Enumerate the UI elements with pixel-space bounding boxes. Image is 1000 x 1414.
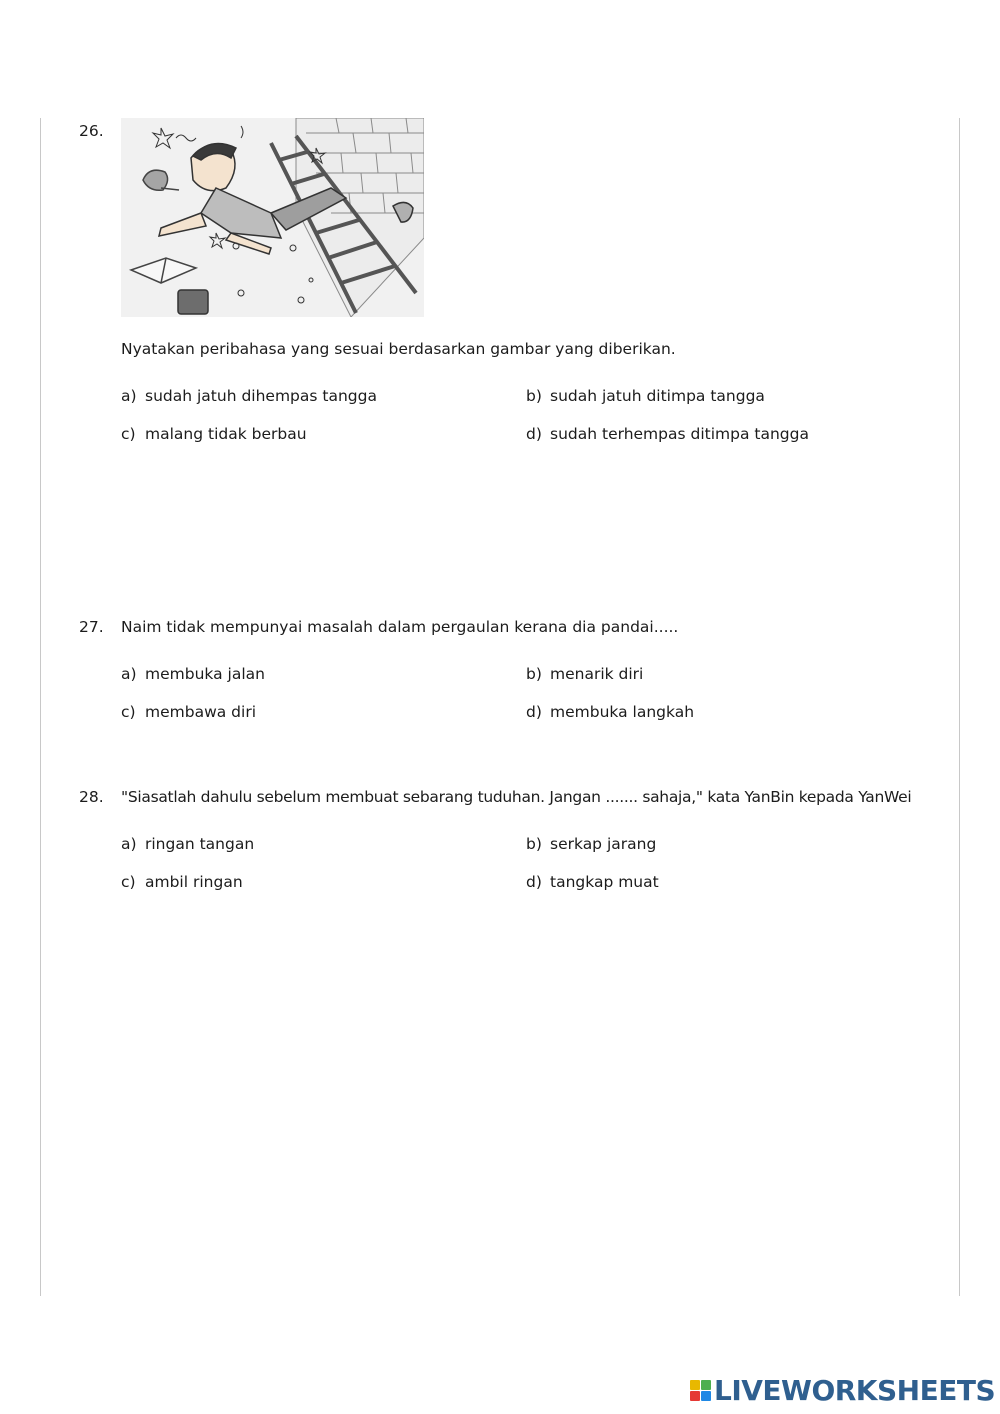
- ladder-fall-illustration: [121, 118, 424, 317]
- question-26-illustration: [121, 118, 424, 317]
- question-28-option-a[interactable]: [121, 835, 254, 853]
- question-28-option-c[interactable]: [121, 873, 243, 891]
- option-text: serkap jarang: [550, 835, 657, 853]
- option-text: sudah jatuh dihempas tangga: [145, 387, 377, 405]
- question-26-option-c[interactable]: [121, 425, 307, 443]
- cap: [143, 170, 179, 190]
- question-26-option-b[interactable]: [526, 387, 765, 405]
- option-letter: b): [526, 835, 542, 853]
- option-letter: b): [526, 387, 542, 405]
- option-text: menarik diri: [550, 665, 644, 683]
- question-28-option-d[interactable]: [526, 873, 659, 891]
- option-letter: c): [121, 703, 136, 721]
- question-27-number: 27.: [79, 618, 104, 636]
- option-text: membuka jalan: [145, 665, 265, 683]
- question-28-number: 28.: [79, 788, 104, 806]
- option-letter: d): [526, 703, 542, 721]
- option-text: membawa diri: [145, 703, 256, 721]
- option-letter: d): [526, 425, 542, 443]
- phone: [178, 290, 208, 314]
- liveworksheets-logo-icon: [690, 1380, 711, 1401]
- option-text: membuka langkah: [550, 703, 695, 721]
- option-letter: c): [121, 425, 136, 443]
- question-27-option-d[interactable]: [526, 703, 694, 721]
- option-text: ambil ringan: [145, 873, 243, 891]
- question-27-option-c[interactable]: [121, 703, 256, 721]
- logo-square-green: [701, 1380, 711, 1390]
- question-26-option-a[interactable]: [121, 387, 377, 405]
- option-letter: a): [121, 387, 137, 405]
- question-27-option-a[interactable]: [121, 665, 265, 683]
- option-letter: c): [121, 873, 136, 891]
- book: [131, 258, 196, 283]
- page-border-right: [959, 118, 960, 1296]
- option-letter: a): [121, 665, 137, 683]
- question-28-option-b[interactable]: [526, 835, 656, 853]
- option-text: malang tidak berbau: [145, 425, 307, 443]
- liveworksheets-logo: [690, 1372, 995, 1408]
- liveworksheets-logo-text: LIVEWORKSHEETS: [714, 1373, 996, 1407]
- option-text: ringan tangan: [145, 835, 255, 853]
- option-letter: a): [121, 835, 137, 853]
- option-letter: b): [526, 665, 542, 683]
- option-letter: d): [526, 873, 542, 891]
- question-27-option-b[interactable]: [526, 665, 643, 683]
- question-27-text: Naim tidak mempunyai masalah dalam pergaulan kerana dia pandai.....: [121, 618, 679, 636]
- question-26-option-d[interactable]: [526, 425, 809, 443]
- question-26-number: 26.: [79, 122, 104, 140]
- logo-square-yellow: [690, 1380, 700, 1390]
- page-border-left: [40, 118, 41, 1296]
- option-text: sudah terhempas ditimpa tangga: [550, 425, 809, 443]
- option-text: sudah jatuh ditimpa tangga: [550, 387, 765, 405]
- question-28-text: "Siasatlah dahulu sebelum membuat sebarang tuduhan. Jangan ....... sahaja," kata YanBin kepada YanWei: [121, 788, 912, 806]
- option-text: tangkap muat: [550, 873, 659, 891]
- logo-square-red: [690, 1391, 700, 1401]
- logo-square-blue: [701, 1391, 711, 1401]
- question-26-text: Nyatakan peribahasa yang sesuai berdasarkan gambar yang diberikan.: [121, 340, 676, 358]
